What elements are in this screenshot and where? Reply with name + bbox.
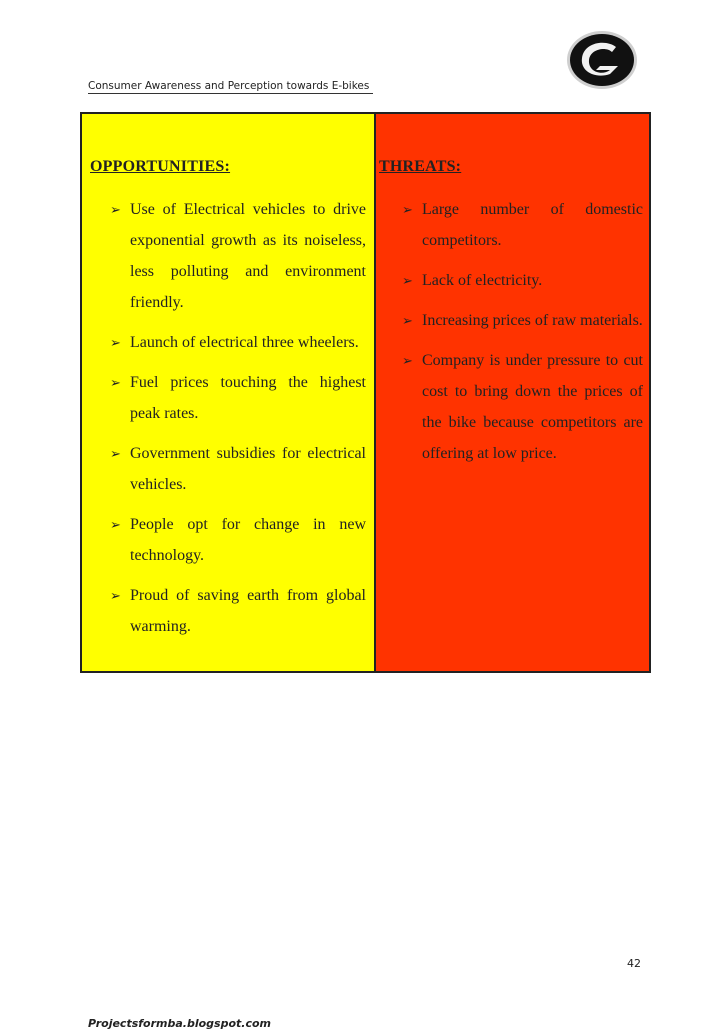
list-item: ➢ People opt for change in new technology. xyxy=(130,509,366,571)
arrow-bullet-icon: ➢ xyxy=(402,202,413,217)
arrow-bullet-icon: ➢ xyxy=(110,202,121,217)
arrow-bullet-icon: ➢ xyxy=(402,353,413,368)
threats-list xyxy=(402,194,643,478)
document-header-title: Consumer Awareness and Perception towards E-bikes xyxy=(88,80,373,94)
list-item: ➢ Lack of electricity. xyxy=(422,265,643,296)
threats-heading: THREATS: xyxy=(379,158,462,175)
arrow-bullet-icon: ➢ xyxy=(110,517,121,532)
arrow-bullet-icon: ➢ xyxy=(110,446,121,461)
list-item: ➢ Fuel prices touching the highest peak rates. xyxy=(130,367,366,429)
list-item: ➢ Proud of saving earth from global warming. xyxy=(130,580,366,642)
list-item: ➢ Government subsidies for electrical vehicles. xyxy=(130,438,366,500)
opportunities-column xyxy=(82,114,376,671)
arrow-bullet-icon: ➢ xyxy=(110,375,121,390)
opportunities-list xyxy=(110,194,366,651)
arrow-bullet-icon: ➢ xyxy=(402,273,413,288)
arrow-bullet-icon: ➢ xyxy=(402,313,413,328)
footer-site: Projectsformba.blogspot.com xyxy=(88,1017,271,1030)
arrow-bullet-icon: ➢ xyxy=(110,335,121,350)
logo xyxy=(566,30,638,90)
list-item: ➢ Company is under pressure to cut cost to bring down the prices of the bike because competitors are offering at low price. xyxy=(422,345,643,469)
arrow-bullet-icon: ➢ xyxy=(110,588,121,603)
list-item: ➢ Large number of domestic competitors. xyxy=(422,194,643,256)
list-item: ➢ Increasing prices of raw materials. xyxy=(422,305,643,336)
list-item: ➢ Launch of electrical three wheelers. xyxy=(130,327,366,358)
list-item: ➢ Use of Electrical vehicles to drive exponential growth as its noiseless, less polluting and environment friendly. xyxy=(130,194,366,318)
opportunities-heading: OPPORTUNITIES: xyxy=(90,158,231,175)
page-number: 42 xyxy=(627,957,641,970)
swot-table xyxy=(80,112,651,673)
threats-column xyxy=(376,114,649,671)
